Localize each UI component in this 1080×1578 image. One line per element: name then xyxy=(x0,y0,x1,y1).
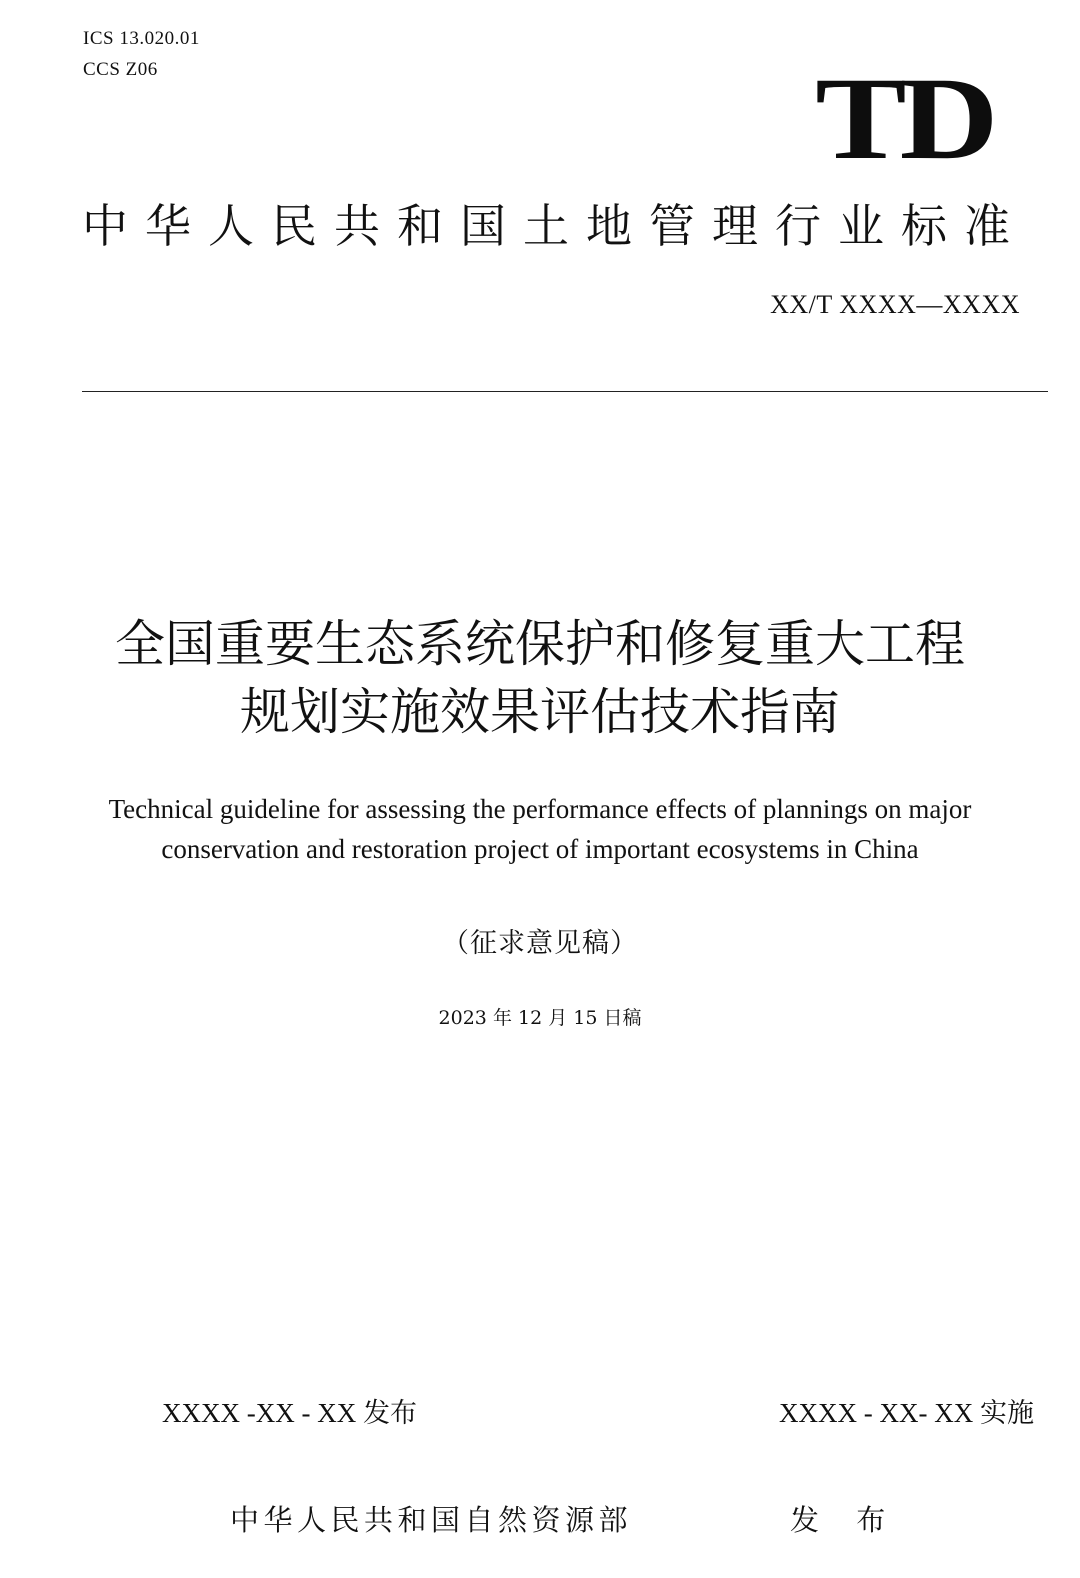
issuing-authority: 中华人民共和国自然资源部 xyxy=(230,1503,633,1537)
standard-number: XX/T XXXX—XXXX xyxy=(770,290,1020,319)
document-title-line-1: 全国重要生态系统保护和修复重大工程 xyxy=(115,615,965,673)
english-title-line-2: conservation and restoration project of important ecosystems in China xyxy=(161,834,919,864)
standard-category-title: 中华人民共和国土地管理行业标准 xyxy=(82,199,1027,253)
implementation-date: XXXX - XX- XX 实施 xyxy=(779,1398,1034,1428)
ics-code: ICS 13.020.01 xyxy=(83,28,200,49)
issuer-action-label: 发 布 xyxy=(790,1503,900,1537)
draft-date: 2023 年 12 月 15 日稿 xyxy=(438,1007,642,1029)
header-divider xyxy=(82,391,1048,392)
document-title-line-2: 规划实施效果评估技术指南 xyxy=(240,683,840,741)
td-logo: TD xyxy=(815,53,992,184)
ccs-code: CCS Z06 xyxy=(83,59,158,80)
draft-status-label: （征求意见稿） xyxy=(442,928,638,959)
issue-date: XXXX -XX - XX 发布 xyxy=(162,1398,417,1428)
english-title-line-1: Technical guideline for assessing the performance effects of plannings on major xyxy=(108,794,972,824)
